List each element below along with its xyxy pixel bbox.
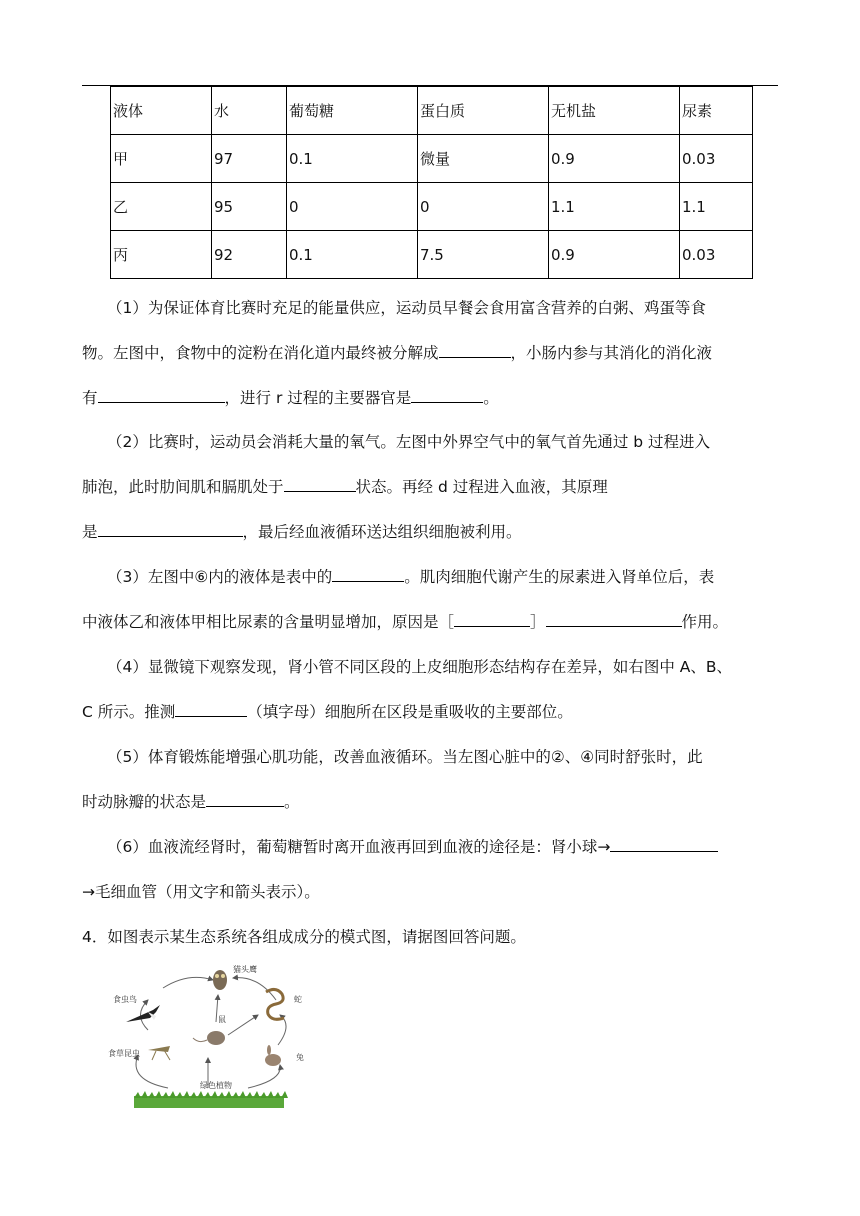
- grass-icon: [134, 1091, 288, 1108]
- food-web-diagram: [108, 960, 308, 1110]
- answer-blank[interactable]: [175, 702, 247, 717]
- table-header-cell: 液体: [111, 87, 212, 135]
- q1-text: 有: [82, 389, 98, 407]
- table-cell: 0.1: [287, 135, 418, 183]
- question-4-title: 4．如图表示某生态系统各组成成分的模式图，请据图回答问题。: [82, 928, 526, 946]
- table-cell: 0: [418, 183, 549, 231]
- q1-text: ，进行 r 过程的主要器官是: [224, 389, 412, 407]
- q3-text: 中液体乙和液体甲相比尿素的含量明显增加，原因是［: [82, 613, 455, 631]
- bird-icon: [126, 1005, 160, 1022]
- table-cell: 92: [212, 231, 287, 279]
- q4-text: C 所示。推测: [82, 703, 176, 721]
- snake-label: 蛇: [294, 995, 302, 1004]
- q5-line-2: [82, 792, 782, 812]
- q5-text: 时动脉瓣的状态是: [82, 793, 207, 811]
- q2-text: 肺泡，此时肋间肌和膈肌处于: [82, 478, 284, 496]
- insect-label: 食草昆虫: [108, 1049, 140, 1058]
- table-cell: 乙: [111, 183, 212, 231]
- rabbit-label: 兔: [296, 1053, 304, 1062]
- owl-label: 猫头鹰: [233, 965, 257, 974]
- q4-text: （填字母）细胞所在区段是重吸收的主要部位。: [247, 703, 573, 721]
- q3-text: ］: [530, 613, 546, 631]
- arrow-mouse-to-snake: [228, 1015, 258, 1035]
- table-cell: 95: [212, 183, 287, 231]
- table-row: [111, 183, 753, 231]
- food-web-figure: [108, 960, 308, 1110]
- q1-text: 物。左图中，食物中的淀粉在消化道内最终被分解成: [82, 344, 439, 362]
- mouse-label: 鼠: [218, 1015, 226, 1024]
- q6-line-2: →毛细血管（用文字和箭头表示）。: [82, 883, 320, 901]
- table-row: [111, 231, 753, 279]
- table-header-row: [111, 87, 753, 135]
- table-cell: 甲: [111, 135, 212, 183]
- grasshopper-icon: [148, 1046, 170, 1060]
- q3-text: 。肌肉细胞代谢产生的尿素进入肾单位后，表: [404, 568, 715, 586]
- bird-label: 食虫鸟: [113, 995, 137, 1004]
- table-cell: 0: [287, 183, 418, 231]
- q4-line-1: （4）显微镜下观察发现，肾小管不同区段的上皮细胞形态结构存在差异，如右图中 A、B、: [107, 658, 733, 676]
- fluid-composition-table: [110, 86, 753, 279]
- table-cell: 0.03: [680, 231, 753, 279]
- mouse-icon: [193, 1031, 225, 1045]
- q3-line-2: [82, 612, 782, 632]
- table-row: [111, 135, 753, 183]
- plant-label: 绿色植物: [200, 1081, 232, 1090]
- table-cell: 7.5: [418, 231, 549, 279]
- answer-blank[interactable]: [98, 522, 243, 537]
- arrow-bird-to-owl: [163, 977, 213, 988]
- q1-text: ，小肠内参与其消化的消化液: [510, 344, 713, 362]
- q3-text: （3）左图中⑥内的液体是表中的: [107, 568, 333, 586]
- answer-blank[interactable]: [332, 567, 404, 582]
- q3-text: 作用。: [681, 613, 729, 631]
- q2-text: 是: [82, 523, 98, 541]
- q2-line-3: [82, 522, 782, 542]
- q2-text: 状态。再经 d 过程进入血液，其原理: [355, 478, 608, 496]
- table-header-cell: 无机盐: [549, 87, 680, 135]
- answer-blank[interactable]: [284, 477, 356, 492]
- rabbit-icon: [265, 1045, 281, 1066]
- table-cell: 0.03: [680, 135, 753, 183]
- q2-line-1: （2）比赛时，运动员会消耗大量的氧气。左图中外界空气中的氧气首先通过 b 过程进入: [107, 433, 711, 451]
- answer-blank[interactable]: [546, 612, 682, 627]
- table-cell: 微量: [418, 135, 549, 183]
- answer-blank[interactable]: [411, 388, 483, 403]
- q1-line-2: [82, 343, 782, 363]
- answer-blank[interactable]: [454, 612, 530, 627]
- answer-blank[interactable]: [439, 343, 511, 358]
- table-cell: 0.9: [549, 135, 680, 183]
- table-cell: 97: [212, 135, 287, 183]
- table-cell: 0.9: [549, 231, 680, 279]
- q4-line-2: [82, 702, 782, 722]
- table-cell: 1.1: [549, 183, 680, 231]
- answer-blank[interactable]: [610, 837, 718, 852]
- arrow-plant-to-rabbit: [248, 1065, 280, 1088]
- q5-line-1: （5）体育锻炼能增强心肌功能，改善血液循环。当左图心脏中的②、④同时舒张时，此: [107, 748, 703, 766]
- q6-line-1: [107, 837, 807, 857]
- table-header-cell: 蛋白质: [418, 87, 549, 135]
- table-cell: 0.1: [287, 231, 418, 279]
- q1-line-1: （1）为保证体育比赛时充足的能量供应，运动员早餐会食用富含营养的白粥、鸡蛋等食: [107, 299, 706, 317]
- answer-blank[interactable]: [98, 388, 225, 403]
- q2-line-2: [82, 477, 782, 497]
- q3-line-1: [107, 567, 807, 587]
- q5-text: 。: [284, 793, 300, 811]
- q6-text: （6）血液流经肾时，葡萄糖暂时离开血液再回到血液的途径是：肾小球→: [107, 838, 611, 856]
- snake-icon: [266, 989, 284, 1019]
- answer-blank[interactable]: [206, 792, 284, 807]
- q1-line-3: [82, 388, 782, 408]
- table-header-cell: 尿素: [680, 87, 753, 135]
- table-header-cell: 葡萄糖: [287, 87, 418, 135]
- table-cell: 1.1: [680, 183, 753, 231]
- table-header-cell: 水: [212, 87, 287, 135]
- owl-icon: [213, 970, 227, 990]
- q1-text: 。: [483, 389, 499, 407]
- q2-text: ，最后经血液循环送达组织细胞被利用。: [242, 523, 522, 541]
- table-cell: 丙: [111, 231, 212, 279]
